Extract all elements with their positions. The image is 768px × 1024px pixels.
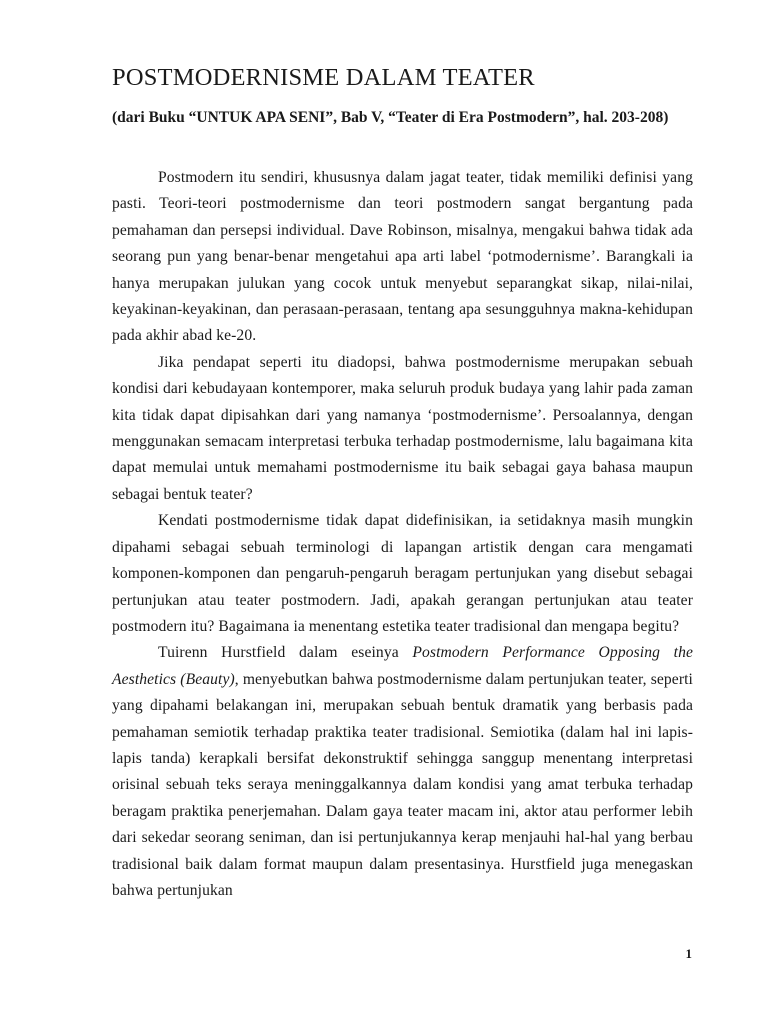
document-body (112, 165, 693, 904)
document-page (112, 62, 693, 904)
paragraph-4-lead: Tuirenn Hurstfield dalam eseinya (158, 644, 413, 662)
paragraph-4-rest: , menyebutkan bahwa postmodernisme dalam pertunjukan teater, seperti yang dipahami belakangan ini, merupakan sebuah bentuk dramatik yang berbasis pada pemahaman semiotik terhadap praktika teater tradisional. Semiotika (dalam hal ini lapis-lapis tanda) kerapkali bersifat dekonstruktif sehingga sanggup menentang interpretasi orisinal sebuah teks seraya meninggalkannya dalam kondisi yang amat terbuka terhadap beragam praktika penerjemahan. Dalam gaya teater macam ini, aktor atau performer lebih dari sekedar seorang seniman, dan isi pertunjukannya kerap menjauhi hal-hal yang berbau tradisional baik dalam format maupun dalam presentasinya. Hurstfield juga menegaskan bahwa pertunjukan (112, 670, 693, 899)
document-title: POSTMODERNISME DALAM TEATER (112, 64, 535, 91)
paragraph-3: Kendati postmodernisme tidak dapat didefinisikan, ia setidaknya masih mungkin dipahami sebagai sebuah terminologi di lapangan artistik dengan cara mengamati komponen-komponen dan pengaruh-pengaruh beragam pertunjukan yang disebut sebagai pertunjukan atau teater postmodern. Jadi, apakah gerangan pertunjukan atau teater postmodern itu? Bagaimana ia menentang estetika teater tradisional dan mengapa begitu? (112, 512, 693, 635)
essay-title: Postmodern Performance Opposing the Aesthetics (Beauty) (112, 644, 693, 688)
paragraph-2: Jika pendapat seperti itu diadopsi, bahwa postmodernisme merupakan sebuah kondisi dari kebudayaan kontemporer, maka seluruh produk budaya yang lahir pada zaman kita tidak dapat dipisahkan dari yang namanya ‘postmodernisme’. Persoalannya, dengan menggunakan semacam interpretasi terbuka terhadap postmodernisme, lalu bagaimana kita dapat memulai untuk memahami postmodernisme itu baik sebagai gaya bahasa maupun sebagai bentuk teater? (112, 353, 693, 503)
paragraph-4 (112, 640, 693, 904)
page-number: 1 (685, 946, 692, 961)
paragraph-1: Postmodern itu sendiri, khususnya dalam jagat teater, tidak memiliki definisi yang pasti. Teori-teori postmodernisme dan teori postmodern sangat bergantung pada pemahaman dan persepsi individual. Dave Robinson, misalnya, mengakui bahwa tidak ada seorang pun yang benar-benar mengetahui apa arti label ‘potmodernisme’. Barangkali ia hanya merupakan julukan yang cocok untuk menyebut separangkat sikap, nilai-nilai, keyakinan-keyakinan, dan perasaan-perasaan, tentang apa sesungguhnya makna-kehidupan pada akhir abad ke-20. (112, 169, 693, 345)
document-subtitle: (dari Buku “UNTUK APA SENI”, Bab V, “Teater di Era Postmodern”, hal. 203-208) (112, 109, 669, 126)
